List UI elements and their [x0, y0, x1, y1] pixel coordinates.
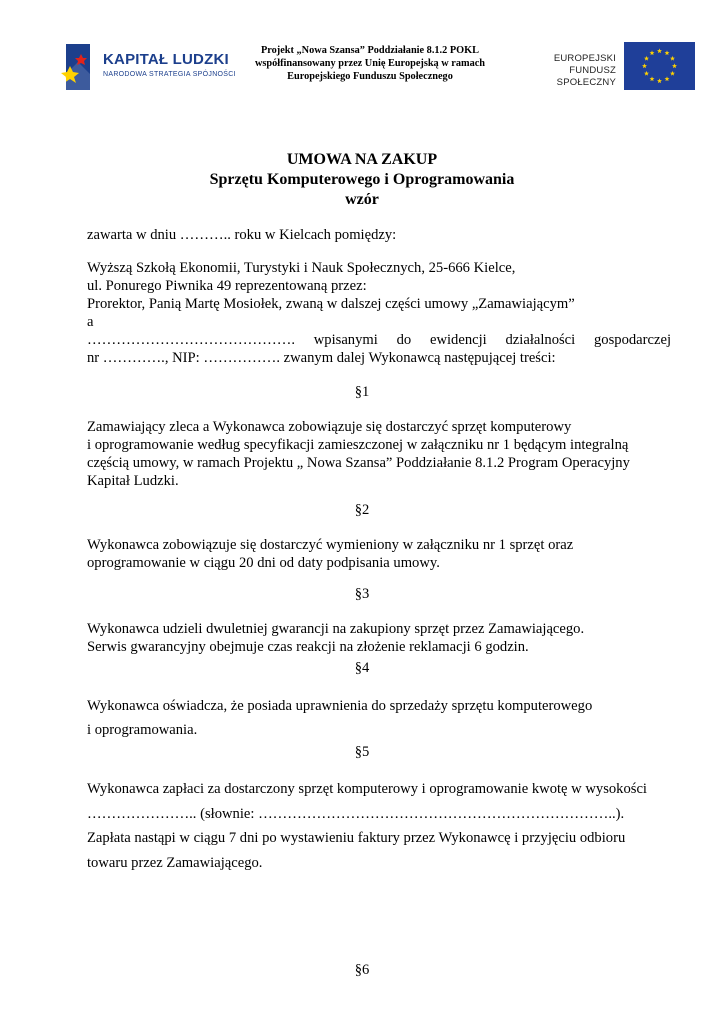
project-header-line-1: Projekt „Nowa Szansa” Poddziałanie 8.1.2 POKL	[260, 45, 480, 56]
section-4-line: i oprogramowania.	[87, 722, 198, 738]
section-mark-2: §2	[354, 502, 370, 518]
party-1-line-3: Prorektor, Panią Martę Mosiołek, zwaną w dalszej części umowy „Zamawiającym”	[87, 296, 575, 312]
kapital-ludzki-subtitle: NARODOWA STRATEGIA SPÓJNOŚCI	[103, 71, 236, 78]
eu-flag-icon	[624, 42, 695, 90]
section-3-line: Wykonawca udzieli dwuletniej gwarancji na zakupiony sprzęt przez Zamawiającego.	[87, 621, 585, 637]
section-1-line: Kapitał Ludzki.	[87, 473, 179, 489]
section-mark-3: §3	[354, 586, 370, 602]
section-1-line: Zamawiający zleca a Wykonawca zobowiązuje się dostarczyć sprzęt komputerowy	[87, 419, 572, 435]
kapital-ludzki-logo	[60, 38, 236, 98]
efs-label-line-1: EUROPEJSKI	[553, 53, 616, 64]
project-header	[225, 44, 515, 83]
title-line-3: wzór	[345, 191, 379, 208]
section-5-line: Zapłata nastąpi w ciągu 7 dni po wystawieniu faktury przez Wykonawcę i przyjęciu odbioru	[87, 830, 626, 846]
project-header-line-2: współfinansowany przez Unię Europejską w ramach	[254, 58, 486, 69]
section-4-body	[87, 694, 671, 742]
section-mark-1: §1	[354, 384, 370, 400]
section-5-line: towaru przez Zamawiającego.	[87, 854, 263, 871]
section-1-line: i oprogramowanie według specyfikacji zamieszczonej w załączniku nr 1 będącym integralną	[87, 437, 629, 453]
section-2-line: Wykonawca zobowiązuje się dostarczyć wymieniony w załączniku nr 1 sprzęt oraz	[87, 537, 574, 553]
section-5-line: ………………….. (słownie: ………………………………………………………………..).	[87, 805, 625, 822]
section-1-body	[87, 418, 671, 490]
intro-party-1	[87, 259, 671, 367]
intro-dated: zawarta w dniu ……….. roku w Kielcach pomiędzy:	[87, 227, 397, 243]
section-mark-4: §4	[354, 660, 370, 676]
section-2-line: oprogramowanie w ciągu 20 dni od daty podpisania umowy.	[87, 555, 440, 571]
section-3-line: Serwis gwarancyjny obejmuje czas reakcji na złożenie reklamacji 6 godzin.	[87, 639, 529, 655]
section-mark-6: §6	[354, 962, 370, 978]
section-1-line: częścią umowy, w ramach Projektu „ Nowa Szansa” Poddziałanie 8.1.2 Program Operacyjny	[87, 455, 630, 471]
title-line-2: Sprzętu Komputerowego i Oprogramowania	[209, 171, 515, 188]
kapital-ludzki-title: KAPITAŁ LUDZKI	[103, 51, 229, 68]
party-1-line-1: Wyższą Szkołą Ekonomii, Turystyki i Nauk Społecznych, 25-666 Kielce,	[87, 260, 516, 276]
party-2-line-2: nr …………., NIP: ……………. zwanym dalej Wykonawcą następującej treści:	[87, 350, 556, 366]
party-2-line-1: ……………………………………. wpisanymi do ewidencji działalności gospodarczej	[87, 332, 671, 348]
section-5-line: Wykonawca zapłaci za dostarczony sprzęt komputerowy i oprogramowanie kwotę w wysokości	[87, 781, 647, 797]
party-1-line-2: ul. Ponurego Piwnika 49 reprezentowaną przez:	[87, 278, 367, 294]
title-line-1: UMOWA NA ZAKUP	[286, 151, 438, 168]
section-mark-5: §5	[354, 744, 370, 760]
efs-label-line-2: FUNDUSZ SPOŁECZNY	[556, 65, 616, 88]
section-5-body	[87, 777, 671, 875]
document-title	[0, 150, 724, 210]
kapital-ludzki-emblem-icon	[60, 44, 96, 90]
section-3-body	[87, 620, 671, 656]
section-4-line: Wykonawca oświadcza, że posiada uprawnienia do sprzedaży sprzętu komputerowego	[87, 698, 593, 714]
project-header-line-3: Europejskiego Funduszu Społecznego	[287, 71, 453, 82]
section-2-body	[87, 536, 671, 572]
conjunction: a	[87, 314, 94, 330]
efs-label	[512, 53, 616, 89]
